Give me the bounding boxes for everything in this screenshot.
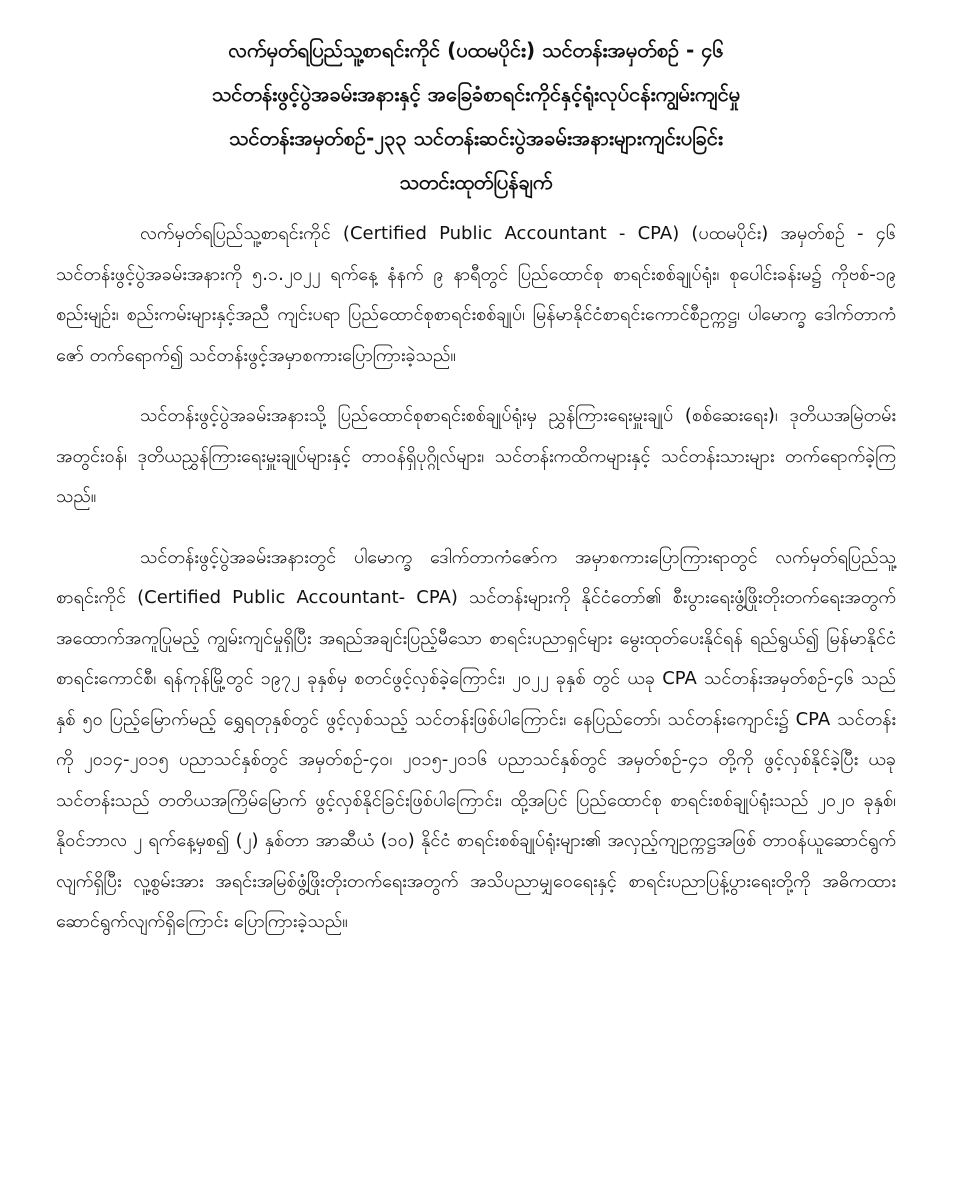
paragraph-opening-ceremony: လက်မှတ်ရပြည်သူ့စာရင်းကိုင် (Certified Public Accountant - CPA) (ပထမပိုင်း) အမှတ်စဉ် - ၄၆ သင်တန်းဖွင့်ပွဲအခမ်းအနားကို ၅.၁.၂၀၂၂ ရက်နေ့ နံနက် ၉ နာရီတွင် ပြည်ထောင်စု စာရင်းစစ်ချုပ်ရုံး၊ စုပေါင်းခန်းမ၌ ကိုဗစ်-၁၉ စည်းမျဉ်း၊ စည်းကမ်းများနှင့်အညီ ကျင်းပရာ ပြည်ထောင်စုစာရင်းစစ်ချုပ်၊ မြန်မာနိုင်ငံစာရင်းကောင်စီဥက္ကဋ္ဌ၊ ပါမောက္ခ ဒေါက်တာကံဇော် တက်ရောက်၍ သင်တန်းဖွင့်အမှာစကားပြောကြားခဲ့သည်။ [56,223,896,366]
paragraph-attendees: သင်တန်းဖွင့်ပွဲအခမ်းအနားသို့ ပြည်ထောင်စုစာရင်းစစ်ချုပ်ရုံးမှ ညွှန်ကြားရေးမှူးချုပ် (စစ်ဆေးရေး)၊ ဒုတိယအမြဲတမ်းအတွင်းဝန်၊ ဒုတိယညွှန်ကြားရေးမှူးချုပ်များနှင့် တာဝန်ရှိပုဂ္ဂိုလ်များ၊ သင်တန်းကထိကများနှင့် သင်တန်းသားများ တက်ရောက်ခဲ့ကြသည်။ [56,405,896,507]
press-release-title [56,28,896,204]
title-line: လက်မှတ်ရပြည်သူ့စာရင်းကိုင် (ပထမပိုင်း) သင်တန်းအမှတ်စဉ် - ၄၆ [228,38,724,62]
title-line: သတင်းထုတ်ပြန်ချက် [399,170,553,194]
paragraph-speech: သင်တန်းဖွင့်ပွဲအခမ်းအနားတွင် ပါမောက္ခ ဒေါက်တာကံဇော်က အမှာစကားပြောကြားရာတွင် လက်မှတ်ရပြည်သူ့စာရင်းကိုင် (Certified Public Accountant- CPA) သင်တန်းများကို နိုင်ငံတော်၏ စီးပွားရေးဖွံ့ဖြိုးတိုးတက်ရေးအတွက် အထောက်အကူပြုမည့် ကျွမ်းကျင်မှုရှိပြီး အရည်အချင်းပြည့်မီသော စာရင်းပညာရှင်များ မွေးထုတ်ပေးနိုင်ရန် ရည်ရွယ်၍ မြန်မာနိုင်ငံစာရင်းကောင်စီ၊ ရန်ကုန်မြို့တွင် ၁၉၇၂ ခုနှစ်မှ စတင်ဖွင့်လှစ်ခဲ့ကြောင်း၊ ၂၀၂၂ ခုနှစ် တွင် ယခု CPA သင်တန်းအမှတ်စဉ်-၄၆ သည် နှစ် ၅၀ ပြည့်မြောက်မည့် ရွှေရတုနှစ်တွင် ဖွင့်လှစ်သည့် သင်တန်းဖြစ်ပါကြောင်း၊ နေပြည်တော်၊ သင်တန်းကျောင်း၌ CPA သင်တန်းကို ၂၀၁၄-၂၀၁၅ ပညာသင်နှစ်တွင် အမှတ်စဉ်-၄၀၊ ၂၀၁၅-၂၀၁၆ ပညာသင်နှစ်တွင် အမှတ်စဉ်-၄၁ တို့ကို ဖွင့်လှစ်နိုင်ခဲ့ပြီး ယခု သင်တန်းသည် တတိယအကြိမ်မြောက် ဖွင့်လှစ်နိုင်ခြင်းဖြစ်ပါကြောင်း၊ ထို့အပြင် ပြည်ထောင်စု စာရင်းစစ်ချုပ်ရုံးသည် ၂၀၂၀ ခုနှစ်၊ နိုဝင်ဘာလ ၂ ရက်နေ့မှစ၍ (၂) နှစ်တာ အာဆီယံ (၁၀) နိုင်ငံ စာရင်းစစ်ချုပ်ရုံးများ၏ အလှည့်ကျဥက္ကဋ္ဌအဖြစ် တာဝန်ယူဆောင်ရွက်လျက်ရှိပြီး လူ့စွမ်းအား အရင်းအမြစ်ဖွံ့ဖြိုးတိုးတက်ရေးအတွက် အသိပညာမျှဝေရေးနှင့် စာရင်းပညာပြန့်ပွားရေးတို့ကို အဓိကထား ဆောင်ရွက်လျက်ရှိကြောင်း ပြောကြားခဲ့သည်။ [56,546,896,932]
title-line: သင်တန်းအမှတ်စဉ်-၂၃၃ သင်တန်းဆင်းပွဲအခမ်းအနားများကျင်းပခြင်း [229,126,723,150]
title-line: သင်တန်းဖွင့်ပွဲအခမ်းအနားနှင့် အခြေခံစာရင်းကိုင်နှင့်ရုံးလုပ်ငန်းကျွမ်းကျင်မှု [211,82,741,106]
